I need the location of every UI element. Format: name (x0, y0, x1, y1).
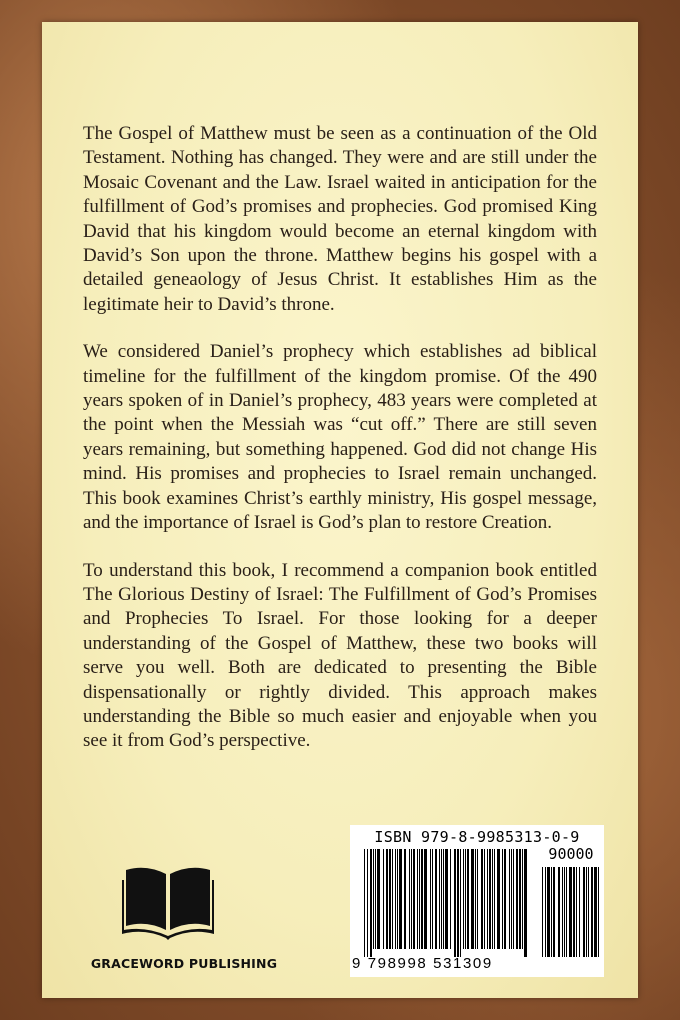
publisher-logo (72, 864, 296, 974)
blurb-paragraph-1: The Gospel of Matthew must be seen as a continuation of the Old Testament. Nothing has changed. They were and are still under the Mosaic Covenant and the Law. Israel waited in anticipation for the fulfillment of God’s promises and prophecies. God promised King David that his kingdom would become an eternal kingdom with David’s Son upon the throne. Matthew begins his gospel with a detailed geneaology of Jesus Christ. It establishes Him as the legitimate heir to David’s throne. (83, 123, 597, 315)
publisher-name: GRACEWORD PUBLISHING (90, 956, 278, 971)
addon-code: 90000 (548, 845, 594, 863)
back-cover (42, 22, 638, 998)
cover-blurb (83, 122, 597, 777)
isbn-label: ISBN 979-8-9985313-0-9 (374, 828, 580, 846)
open-book-icon (122, 864, 214, 942)
isbn-digits: 9 798998 531309 (352, 955, 493, 972)
isbn-barcode (350, 825, 604, 977)
blurb-paragraph-2: We considered Daniel’s prophecy which establishes ad biblical timeline for the fulfillment of the kingdom promise. Of the 490 years spoken of in Daniel’s prophecy, 483 years were completed at the point when the Messiah was “cut off.” There are still seven years remaining, but something happened. God did not change His mind. His promises and prophecies to Israel remain unchanged. This book examines Christ’s earthly ministry, His gospel message, and the importance of Israel is God’s plan to restore Creation. (83, 341, 597, 534)
blurb-paragraph-3: To understand this book, I recommend a companion book entitled The Glorious Destiny of Israel: The Fulfillment of God’s Promises and Prophecies To Israel. For those looking for a deeper understanding of the Gospel of Matthew, these two books will serve you well. Both are dedicated to presenting the Bible dispensationally or rightly divided. This approach makes understanding the Bible so much easier and enjoyable when you see it from God’s perspective. (83, 559, 597, 752)
